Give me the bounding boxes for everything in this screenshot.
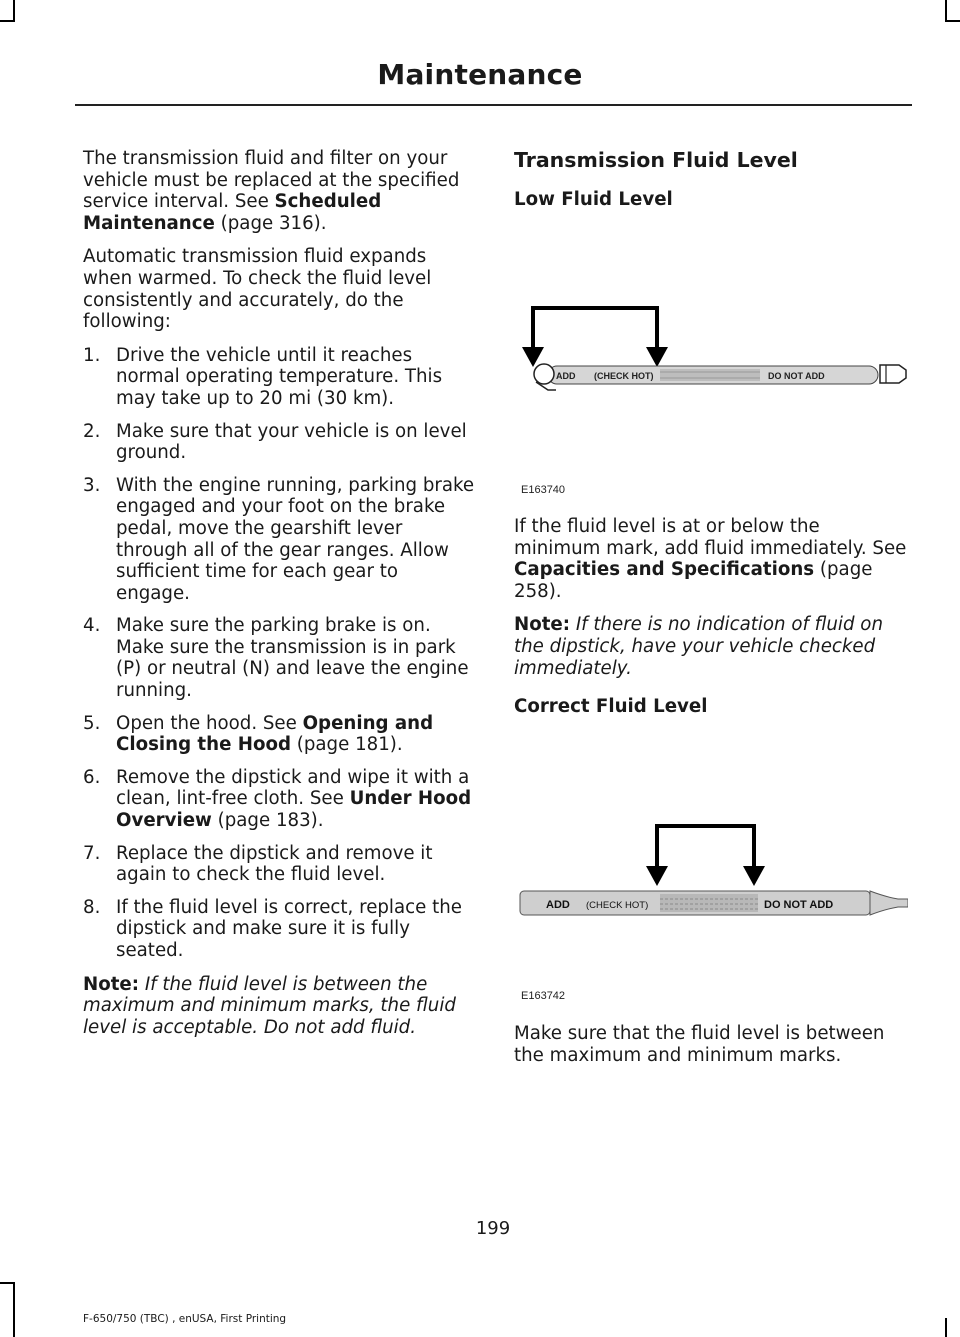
step-link[interactable]: Under Hood Overview [116, 788, 472, 832]
step-text: Replace the dipstick and remove it again to check the fluid level. [116, 842, 433, 886]
crop-mark-bottom-left-h [0, 1282, 15, 1284]
step-text: With the engine running, parking brake engaged and your foot on the brake pedal, move the gearshift lever through all of the gear ranges. Allow sufficient time for each gear to engage. [116, 474, 475, 604]
step-number: 7. [83, 842, 101, 864]
section-heading: Transmission Fluid Level [514, 148, 798, 172]
note-label: Note: [83, 973, 140, 995]
intro-paragraph-2: Automatic transmission fluid expands when warmed. To check the fluid level consistently and accurately, do the following: [83, 246, 432, 333]
dipstick-add-label: ADD [556, 371, 576, 381]
crop-mark-top-right [945, 0, 947, 22]
crop-mark-top-left-h [0, 20, 15, 22]
dipstick-do-not-add-label: DO NOT ADD [768, 371, 825, 381]
step-text: Open the hood. See [116, 712, 303, 734]
step-item [83, 345, 475, 410]
step-number: 1. [83, 344, 101, 366]
step-number: 8. [83, 896, 101, 918]
link-capacities-specifications[interactable]: Capacities and Specifications [514, 559, 815, 581]
page-reference: (page 316). [214, 212, 327, 234]
edition-footer: F-650/750 (TBC) , enUSA, First Printing [83, 1313, 287, 1325]
step-item [83, 475, 475, 605]
page-reference: (page 183). [211, 810, 324, 832]
note-right [514, 614, 908, 679]
step-item [83, 421, 475, 464]
step-number: 4. [83, 615, 101, 637]
intro-text: The transmission fluid and filter on your vehicle must be replaced at the specified service interval. See [83, 148, 460, 213]
dipstick-illustration [514, 212, 908, 504]
step-item [83, 615, 475, 701]
step-number: 6. [83, 766, 101, 788]
figure-correct-fluid-dipstick [514, 719, 908, 1009]
step-text: If the fluid level is correct, replace the dipstick and make sure it is fully seated. [116, 896, 462, 961]
dipstick-add-label: ADD [546, 899, 570, 912]
page-reference: (page 258). [514, 559, 873, 602]
step-text: Make sure the parking brake is on. Make sure the transmission is in park (P) or neutral (N) and leave the engine running. [116, 615, 469, 702]
step-text: Make sure that your vehicle is on level ground. [116, 420, 467, 464]
step-item [83, 843, 475, 886]
dipstick-check-hot-label: (CHECK HOT) [594, 371, 654, 381]
step-text: Remove the dipstick and wipe it with a clean, lint-free cloth. See [116, 766, 470, 810]
procedure-steps [83, 345, 475, 962]
step-item [83, 897, 475, 962]
crop-mark-bottom-right [945, 1318, 947, 1337]
note-left [83, 974, 475, 1039]
correct-fluid-paragraph: Make sure that the fluid level is between the maximum and minimum marks. [514, 1023, 885, 1066]
dipstick-check-hot-label: (CHECK HOT) [586, 900, 649, 912]
step-text: Drive the vehicle until it reaches normal operating temperature. This may take up to 20 mi (30 km). [116, 344, 443, 409]
left-column [83, 148, 475, 1050]
crop-mark-bottom-left [13, 1282, 15, 1337]
step-link[interactable]: Opening and Closing the Hood [116, 712, 434, 756]
step-number: 3. [83, 474, 101, 496]
note-label: Note: [514, 614, 571, 636]
subheading-low-fluid: Low Fluid Level [514, 189, 673, 210]
low-fluid-text: If the fluid level is at or below the minimum mark, add fluid immediately. See [514, 516, 907, 559]
dipstick-illustration [514, 719, 908, 1009]
page-number: 199 [475, 1218, 511, 1239]
page-reference: (page 181). [290, 734, 403, 756]
intro-paragraph-1 [83, 148, 475, 234]
low-fluid-paragraph [514, 516, 908, 602]
dipstick-do-not-add-label: DO NOT ADD [764, 899, 834, 912]
page-title: Maintenance [377, 58, 583, 91]
subheading-correct-fluid: Correct Fluid Level [514, 696, 708, 718]
right-column [514, 148, 908, 1078]
step-item [83, 713, 475, 756]
link-scheduled-maintenance[interactable]: Scheduled Maintenance [83, 191, 382, 234]
step-number: 2. [83, 420, 101, 442]
figure-code: E163742 [521, 990, 566, 1003]
note-text: If there is no indication of fluid on the dipstick, have your vehicle checked immediately. [514, 614, 883, 679]
figure-code: E163740 [521, 484, 566, 496]
figure-low-fluid-dipstick [514, 212, 908, 504]
note-text: If the fluid level is between the maximum and minimum marks, the fluid level is acceptable. Do not add fluid. [83, 973, 456, 1038]
step-number: 5. [83, 712, 101, 734]
step-item [83, 767, 475, 832]
crop-mark-top-left [13, 0, 15, 22]
header-rule [75, 104, 912, 106]
crop-mark-top-right-h [945, 20, 960, 22]
